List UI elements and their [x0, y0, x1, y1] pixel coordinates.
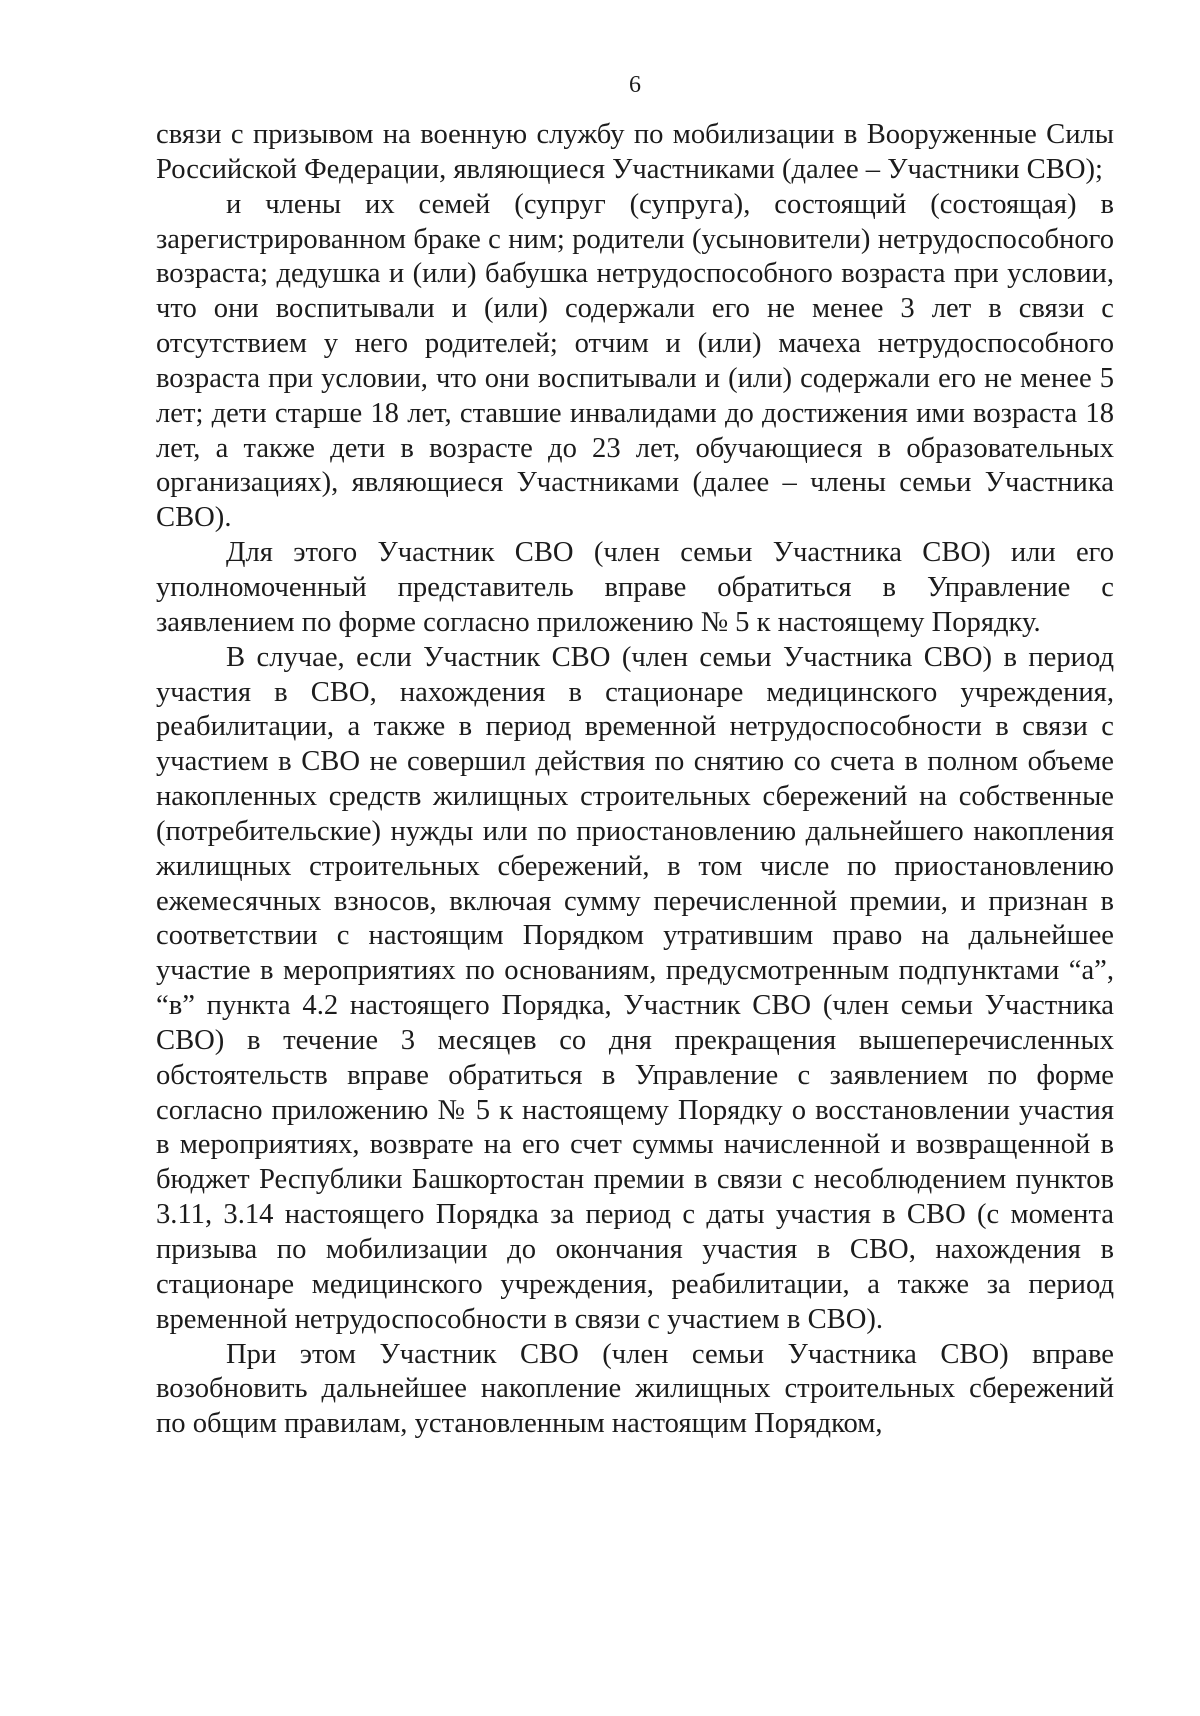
- paragraph-family-members: и члены их семей (супруг (супруга), состоящий (состоящая) в зарегистрированном браке с ним; родители (усыновители) нетрудоспособного возраста; дедушка и (или) бабушка нетрудоспособного возраста при условии, что они воспитывали и (или) содержали его не менее 3 лет в связи с отсутствием у него родителей; отчим и (или) мачеха нетрудоспособного возраста при условии, что они воспитывали и (или) содержали его не менее 5 лет; дети старше 18 лет, ставшие инвалидами до достижения ими возраста 18 лет, а также дети в возрасте до 23 лет, обучающиеся в образовательных организациях), являющиеся Участниками (далее – члены семьи Участника СВО).: [156, 188, 1114, 534]
- document-body: [156, 118, 1114, 1442]
- paragraph-resume-savings: При этом Участник СВО (член семьи Участника СВО) вправе возобновить дальнейшее накопление жилищных строительных сбережений по общим правилам, установленным настоящим Порядком,: [156, 1338, 1114, 1440]
- page-number: 6: [629, 72, 641, 98]
- paragraph-application: Для этого Участник СВО (член семьи Участника СВО) или его уполномоченный представитель вправе обратиться в Управление с заявлением по форме согласно приложению № 5 к настоящему Порядку.: [156, 537, 1114, 638]
- paragraph-continuation: связи с призывом на военную службу по мобилизации в Вооруженные Силы Российской Федерации, являющиеся Участниками (далее – Участники СВО);: [156, 119, 1114, 185]
- paragraph-restoration: В случае, если Участник СВО (член семьи Участника СВО) в период участия в СВО, нахождения в стационаре медицинского учреждения, реабилитации, а также в период временной нетрудоспособности в связи с участием в СВО не совершил действия по снятию со счета в полном объеме накопленных средств жилищных строительных сбережений на собственные (потребительские) нужды или по приостановлению дальнейшего накопления жилищных строительных сбережений, в том числе по приостановлению ежемесячных взносов, включая сумму перечисленной премии, и признан в соответствии с настоящим Порядком утратившим право на дальнейшее участие в мероприятиях по основаниям, предусмотренным подпунктами “а”, “в” пункта 4.2 настоящего Порядка, Участник СВО (член семьи Участника СВО) в течение 3 месяцев со дня прекращения вышеперечисленных обстоятельств вправе обратиться в Управление с заявлением по форме согласно приложению № 5 к настоящему Порядку о восстановлении участия в мероприятиях, возврате на его счет суммы начисленной и возвращенной в бюджет Республики Башкортостан премии в связи с несоблюдением пунктов 3.11, 3.14 настоящего Порядка за период с даты участия в СВО (с момента призыва по мобилизации до окончания участия в СВО, нахождения в стационаре медицинского учреждения, реабилитации, а также за период временной нетрудоспособности в связи с участием в СВО).: [156, 641, 1114, 1335]
